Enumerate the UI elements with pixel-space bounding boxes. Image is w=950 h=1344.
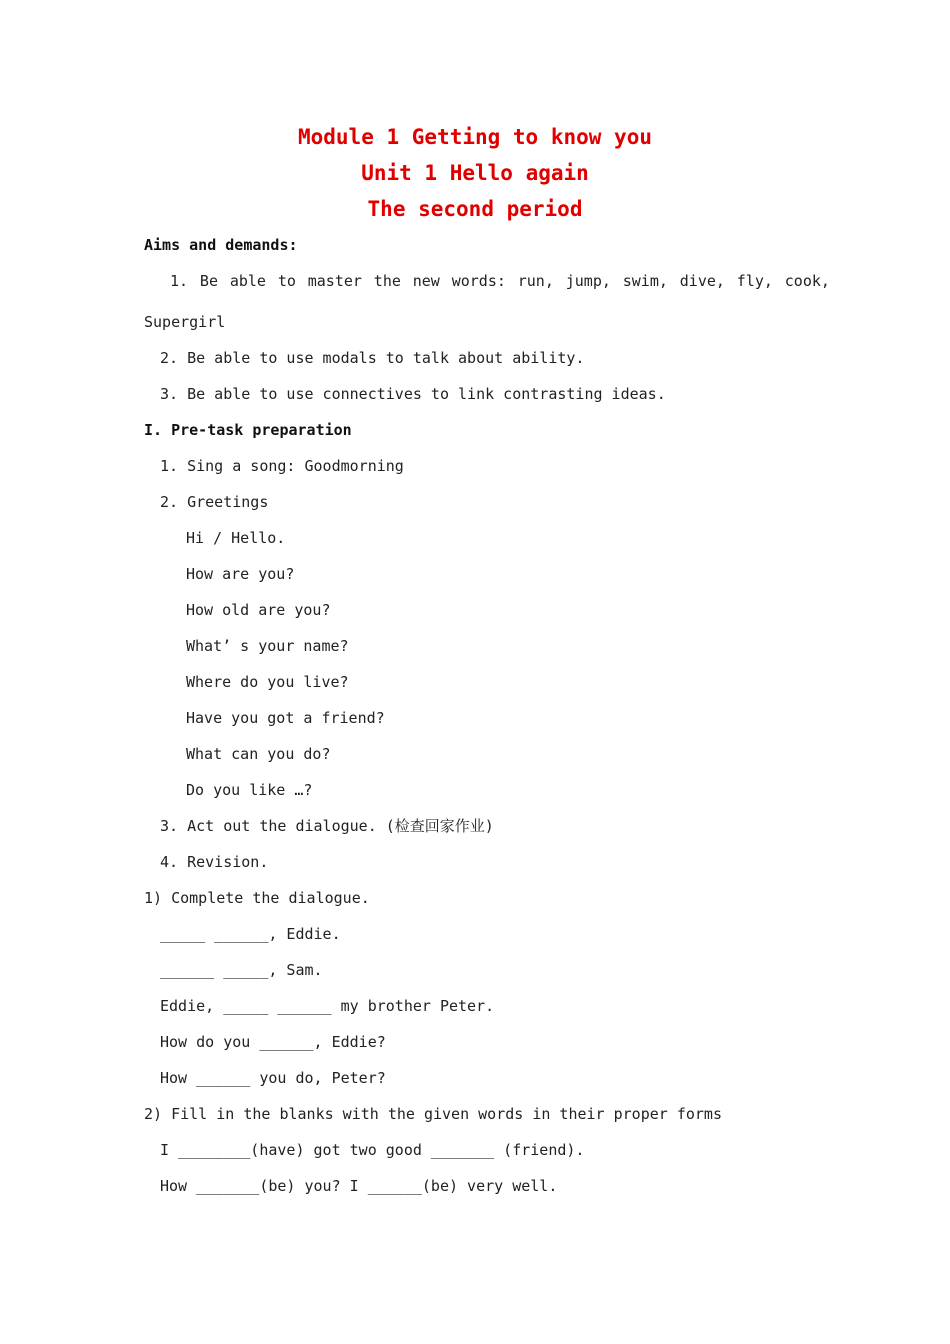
greeting-line: Where do you live? (186, 673, 349, 691)
aims-heading: Aims and demands: (144, 236, 298, 254)
aims-item-1-word: jump, (565, 272, 611, 290)
unit-title: Unit 1 Hello again (361, 161, 589, 185)
greeting-line: What’ s your name? (186, 637, 349, 655)
aims-item-1-word: swim, (622, 272, 668, 290)
period-title: The second period (367, 197, 583, 221)
greeting-line: Do you like …? (186, 781, 313, 799)
aims-item-1-word: run, (517, 272, 554, 290)
exercise-1-line: Eddie, _____ ______ my brother Peter. (160, 997, 495, 1015)
pretask-item-3: 3. Act out the dialogue. (检查回家作业) (160, 817, 494, 835)
pretask-item-2: 2. Greetings (160, 493, 269, 511)
aims-item-1-word: words: (451, 272, 506, 290)
aims-item-1-word: 1. (170, 272, 189, 290)
exercise-1-line: How ______ you do, Peter? (160, 1069, 386, 1087)
aims-item-1-word: able (229, 272, 266, 290)
aims-item-1-word: to (277, 272, 296, 290)
aims-item-1-word: fly, (736, 272, 773, 290)
greeting-line: Have you got a friend? (186, 709, 385, 727)
aims-item-1-word: the (373, 272, 401, 290)
aims-item-1-word: dive, (679, 272, 725, 290)
module-title: Module 1 Getting to know you (297, 125, 652, 149)
exercise-2-line: How _______(be) you? I ______(be) very well. (160, 1177, 558, 1195)
exercise-2-heading: 2) Fill in the blanks with the given words in their proper forms (144, 1105, 722, 1123)
aims-item-2: 2. Be able to use modals to talk about ability. (160, 349, 585, 367)
exercise-1-line: ______ _____, Sam. (160, 961, 323, 979)
pretask-heading: I. Pre-task preparation (144, 421, 352, 439)
greeting-line: Hi / Hello. (186, 529, 286, 547)
greeting-line: How old are you? (186, 601, 331, 619)
aims-item-1-word: new (412, 272, 440, 290)
greeting-line: What can you do? (186, 745, 331, 763)
pretask-item-1: 1. Sing a song: Goodmorning (160, 457, 404, 475)
aims-item-1-word: cook, (784, 272, 830, 290)
greeting-line: How are you? (186, 565, 295, 583)
aims-item-1-word: master (307, 272, 362, 290)
aims-item-1-word: Be (199, 272, 218, 290)
exercise-1-line: _____ ______, Eddie. (160, 925, 341, 943)
exercise-1-heading: 1) Complete the dialogue. (144, 889, 370, 907)
pretask-item-4: 4. Revision. (160, 853, 269, 871)
exercise-2-line: I ________(have) got two good _______ (friend). (160, 1141, 585, 1159)
aims-item-1 (170, 271, 830, 291)
aims-item-3: 3. Be able to use connectives to link contrasting ideas. (160, 385, 666, 403)
aims-item-1-continued: Supergirl (144, 313, 226, 331)
exercise-1-line: How do you ______, Eddie? (160, 1033, 386, 1051)
